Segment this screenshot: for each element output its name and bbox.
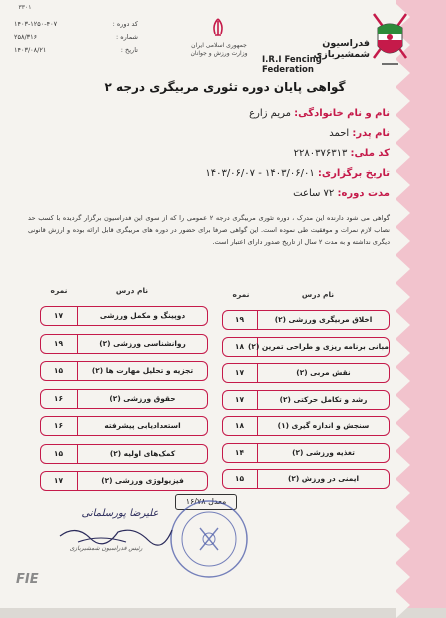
course-name: روانشناسی ورزشی (۲) (77, 335, 207, 353)
federation-name-fa: فدراسیون شمشیربازی (313, 38, 370, 60)
course-grade: ۱۹ (234, 315, 245, 324)
certificate-body-text: گواهی می شود دارنده این مدرک ، دوره تئوری مربیگری درجه ۲ عمومی را که از سوی این فدراسیون برگزار گردیده با کسب حد نصاب لازم نمرات و موفقیت طی نموده است. این گواهی صرفا برای حضور در دوره های مربیگری قابل ارائه بوده و ارزش قانونی دیگری نداشته و به مدت ۲ سال از تاریخ صدور دارای اعتبار است. (28, 214, 390, 246)
name-label: نام و نام خانوادگی: (294, 108, 390, 119)
course-grade: ۱۷ (53, 476, 64, 485)
signature-scribble-icon (56, 522, 176, 546)
course-grade: ۱۵ (53, 366, 64, 375)
course-grade: ۱۶ (53, 393, 64, 403)
grade-row (222, 363, 390, 383)
name-field (40, 108, 390, 119)
father-value: احمد (329, 128, 350, 139)
course-name: فیزیولوژی ورزشی (۲) (77, 472, 207, 490)
course-name: اخلاق مربیگری ورزشی (۲) (257, 311, 389, 329)
left-grade-header: نمره (50, 286, 68, 295)
grade-row (40, 361, 208, 381)
course-grade: ۱۸ (234, 341, 245, 351)
course-grade: ۱۶ (53, 421, 64, 430)
grade-row (40, 334, 208, 354)
duration-label: مدت دوره: (337, 188, 390, 199)
course-grade: ۱۴ (234, 447, 245, 457)
course-name: تجزیه و تحلیل مهارت ها (۲) (77, 362, 207, 380)
course-grade: ۱۹ (53, 338, 64, 348)
duration-field (40, 188, 390, 199)
average-label: معدل (208, 497, 227, 506)
grade-row (40, 389, 208, 409)
dates-label: تاریخ برگزاری: (317, 168, 390, 179)
national-id-label: کد ملی: (350, 148, 390, 159)
name-value: مریم زارع (249, 108, 291, 119)
duration-value: ۷۲ ساعت (293, 188, 335, 199)
course-grade: ۱۷ (234, 368, 245, 377)
national-id-value: ۲۲۸۰۳۷۶۳۱۳ (293, 148, 348, 159)
course-name: ایمنی در ورزش (۲) (257, 470, 389, 488)
average-value: ۱۶/۷۸ (185, 497, 206, 506)
ministry-label: جمهوری اسلامی ایران وزارت ورزش و جوانان (190, 42, 248, 57)
course-grade: ۱۷ (53, 311, 64, 320)
dates-field (40, 168, 390, 179)
signatory-name: علیرضا پورسلمانی (81, 508, 159, 519)
left-course-header: نام درس (115, 286, 149, 295)
document-meta-values: ۱۴۰۳-۱۲۵۰-۴۰۷ ۲۵۸/۳۱۶ ۱۴۰۳/۰۸/۲۱ (14, 20, 58, 54)
grade-row (222, 337, 390, 357)
course-name: تغذیه ورزشی (۲) (257, 444, 389, 462)
grade-row (222, 469, 390, 489)
course-name: مبانی برنامه ریزی و طراحی تمرین (۲) (257, 338, 389, 356)
dates-value: ۱۴۰۳/۰۶/۰۱ - ۱۴۰۳/۰۶/۰۷ (205, 168, 315, 179)
fie-logo: FIE (16, 572, 39, 587)
course-grade: ۱۷ (234, 394, 245, 404)
right-grade-header: نمره (232, 290, 250, 299)
grade-row (40, 444, 208, 464)
grade-row (222, 416, 390, 436)
father-label: نام پدر: (352, 128, 390, 139)
certificate-title: گواهی پایان دوره تئوری مربیگری درجه ۲ (104, 80, 346, 94)
grade-row (40, 306, 208, 326)
grade-row (222, 390, 390, 410)
signatory-title: رئیس فدراسیون شمشیربازی (69, 545, 143, 552)
course-name: دوپینگ و مکمل ورزشی (77, 307, 207, 325)
father-field (40, 128, 390, 139)
grade-row (222, 443, 390, 463)
fencing-federation-logo-icon (368, 8, 412, 72)
federation-stamp-icon (168, 498, 250, 580)
document-meta-labels: کد دوره : شماره : تاریخ : (112, 20, 138, 54)
course-grade: ۱۵ (53, 448, 64, 458)
course-name: کمک‌های اولیه (۲) (77, 445, 207, 463)
federation-name-en: I.R.I Fencing Federation (262, 55, 322, 75)
course-name: حقوق ورزشی (۲) (77, 390, 207, 408)
page-number: ۳۳۰۱ (18, 4, 32, 11)
iran-emblem-icon (206, 16, 230, 40)
course-name: سنجش و اندازه گیری (۱) (257, 417, 389, 435)
decorative-side-stripe (396, 0, 446, 608)
course-grade: ۱۸ (234, 421, 245, 430)
course-name: نقش مربی (۲) (257, 364, 389, 382)
national-id-field (40, 148, 390, 159)
grade-row (222, 310, 390, 330)
course-grade: ۱۵ (234, 474, 245, 483)
course-name: استعدادیابی پیشرفته (77, 417, 207, 435)
grade-row (40, 471, 208, 491)
course-name: رشد و تکامل حرکتی (۲) (257, 391, 389, 409)
right-course-header: نام درس (301, 290, 335, 299)
grade-row (40, 416, 208, 436)
